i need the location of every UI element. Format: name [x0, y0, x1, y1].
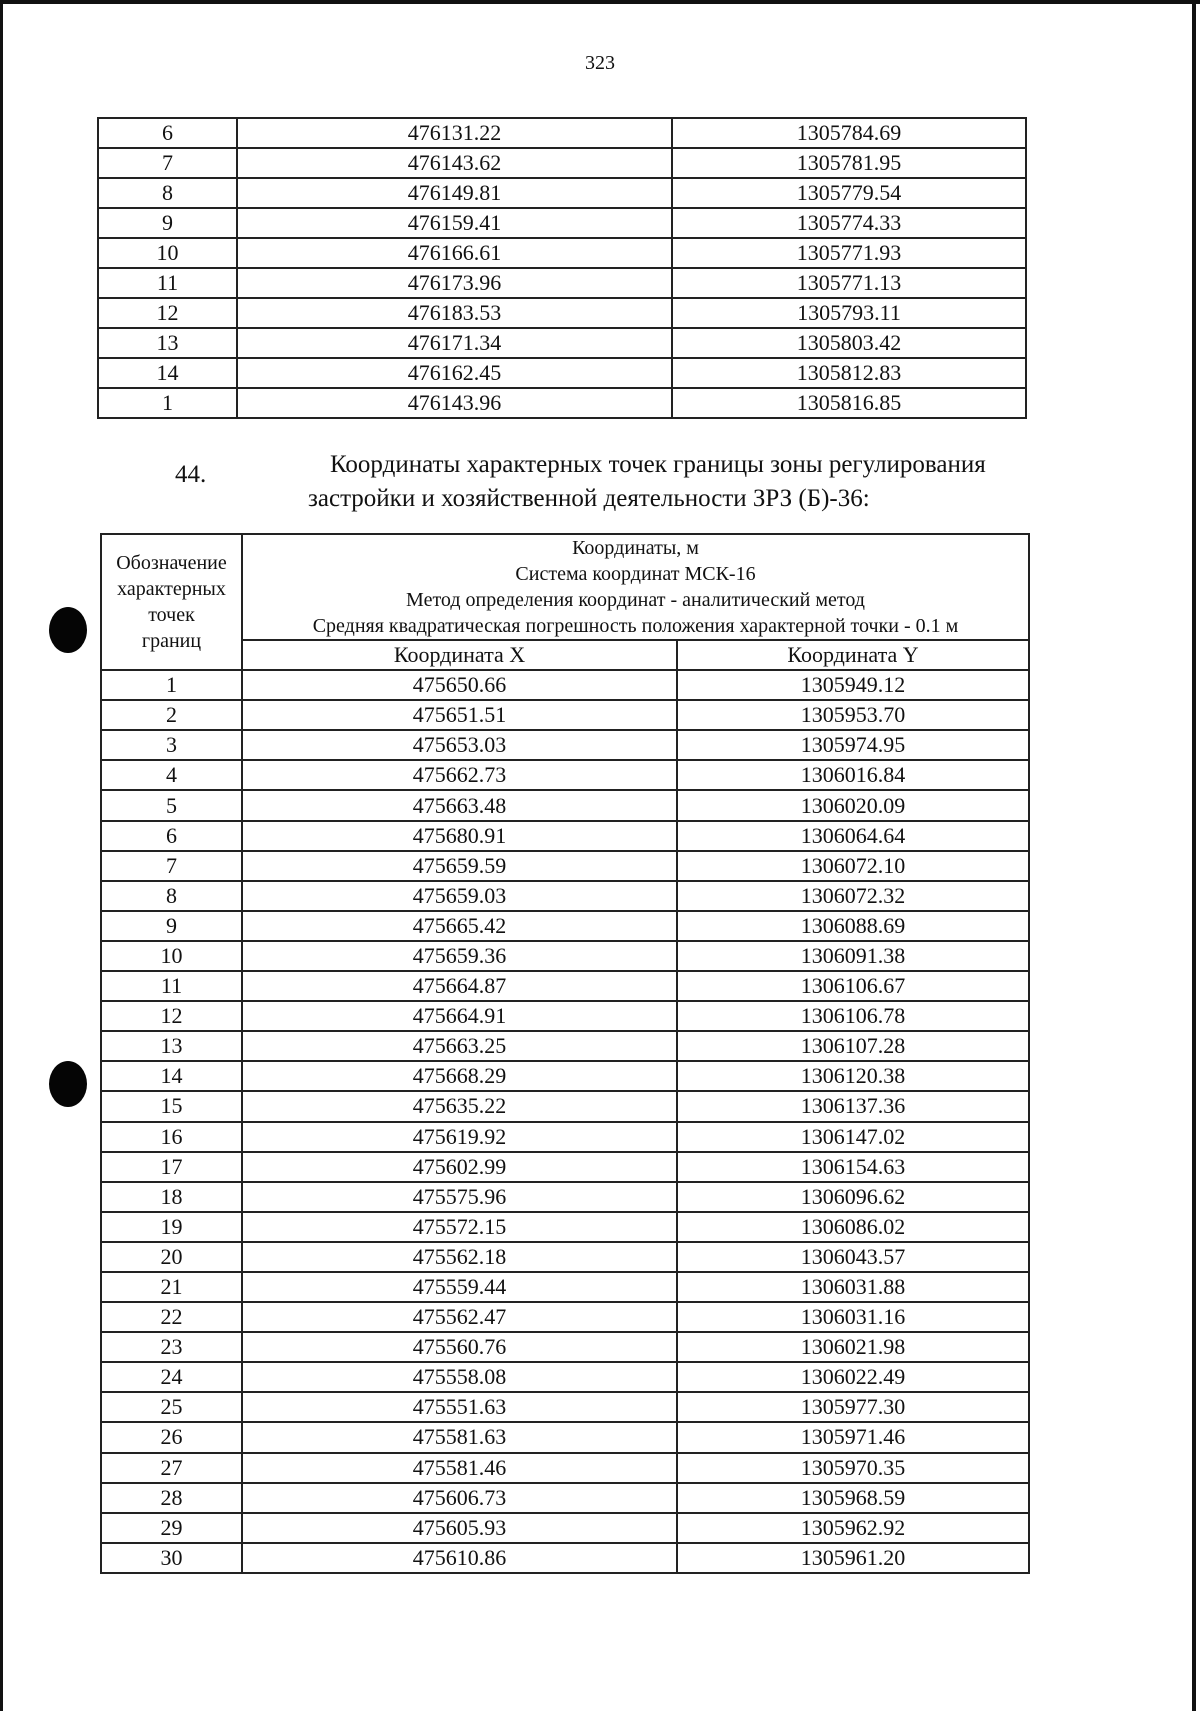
cell-coordinate-x: 475572.15	[242, 1212, 677, 1242]
table-row	[101, 1362, 1029, 1392]
cell-point-number: 29	[101, 1513, 242, 1543]
table-row	[101, 1061, 1029, 1091]
cell-coordinate-y: 1306120.38	[677, 1061, 1029, 1091]
table-row	[101, 821, 1029, 851]
cell-point-number: 17	[101, 1152, 242, 1182]
cell-coordinate-x: 475665.42	[242, 911, 677, 941]
cell-coordinate-y: 1306031.16	[677, 1302, 1029, 1332]
cell-point-number: 13	[98, 328, 237, 358]
cell-coordinate-x: 475664.91	[242, 1001, 677, 1031]
cell-coordinate-y: 1306021.98	[677, 1332, 1029, 1362]
cell-point-number: 3	[101, 730, 242, 760]
cell-coordinate-y: 1305974.95	[677, 730, 1029, 760]
header-right-line: Метод определения координат - аналитический метод	[406, 589, 865, 611]
cell-coordinate-x: 475663.25	[242, 1031, 677, 1061]
cell-coordinate-x: 475662.73	[242, 760, 677, 790]
cell-point-number: 8	[98, 178, 237, 208]
table-row	[101, 1212, 1029, 1242]
cell-coordinate-x: 475664.87	[242, 971, 677, 1001]
table-row	[98, 328, 1026, 358]
cell-point-number: 12	[98, 298, 237, 328]
cell-coordinate-y: 1305971.46	[677, 1422, 1029, 1452]
table-row	[101, 1272, 1029, 1302]
cell-coordinate-x: 475559.44	[242, 1272, 677, 1302]
cell-coordinate-x: 475651.51	[242, 700, 677, 730]
cell-coordinate-y: 1306020.09	[677, 790, 1029, 820]
header-left-line: характерных	[117, 578, 226, 601]
table-row	[98, 178, 1026, 208]
binder-hole-upper	[49, 607, 87, 653]
cell-coordinate-y: 1306106.67	[677, 971, 1029, 1001]
table-row	[98, 238, 1026, 268]
cell-coordinate-y: 1306043.57	[677, 1242, 1029, 1272]
table-row	[101, 1091, 1029, 1121]
cell-coordinate-y: 1305962.92	[677, 1513, 1029, 1543]
table-row	[98, 118, 1026, 148]
cell-point-number: 25	[101, 1392, 242, 1422]
cell-point-number: 23	[101, 1332, 242, 1362]
cell-coordinate-y: 1306072.32	[677, 881, 1029, 911]
cell-coordinate-y: 1306064.64	[677, 821, 1029, 851]
cell-point-number: 12	[101, 1001, 242, 1031]
cell-coordinate-y: 1306096.62	[677, 1182, 1029, 1212]
cell-point-number: 27	[101, 1453, 242, 1483]
header-coordinate-x: Координата X	[242, 640, 677, 670]
header-point-designation	[101, 534, 242, 670]
cell-coordinate-y: 1305961.20	[677, 1543, 1029, 1573]
section-title-line-1: Координаты характерных точек границы зоны регулирования	[330, 451, 986, 478]
cell-point-number: 26	[101, 1422, 242, 1452]
cell-coordinate-y: 1305949.12	[677, 670, 1029, 700]
cell-coordinate-y: 1305779.54	[672, 178, 1026, 208]
cell-point-number: 5	[101, 790, 242, 820]
cell-coordinate-x: 475680.91	[242, 821, 677, 851]
cell-coordinate-y: 1305774.33	[672, 208, 1026, 238]
cell-coordinate-x: 476166.61	[237, 238, 672, 268]
cell-point-number: 6	[98, 118, 237, 148]
header-right-line: Средняя квадратическая погрешность положения характерной точки - 0.1 м	[312, 615, 959, 637]
cell-coordinate-x: 475560.76	[242, 1332, 677, 1362]
cell-point-number: 21	[101, 1272, 242, 1302]
cell-coordinate-y: 1305771.93	[672, 238, 1026, 268]
table-row	[101, 1001, 1029, 1031]
table-row	[98, 208, 1026, 238]
cell-point-number: 14	[98, 358, 237, 388]
table-header-row	[101, 534, 1029, 640]
cell-coordinate-x: 476171.34	[237, 328, 672, 358]
cell-point-number: 11	[98, 268, 237, 298]
scan-border-left	[0, 0, 3, 1711]
cell-coordinate-y: 1305812.83	[672, 358, 1026, 388]
cell-coordinate-x: 475558.08	[242, 1362, 677, 1392]
cell-coordinate-x: 476143.62	[237, 148, 672, 178]
cell-coordinate-y: 1306154.63	[677, 1152, 1029, 1182]
table-row	[101, 971, 1029, 1001]
cell-coordinate-x: 475562.18	[242, 1242, 677, 1272]
cell-coordinate-y: 1305803.42	[672, 328, 1026, 358]
cell-point-number: 7	[101, 851, 242, 881]
cell-point-number: 11	[101, 971, 242, 1001]
header-left-line: границ	[141, 630, 202, 653]
cell-coordinate-x: 475575.96	[242, 1182, 677, 1212]
cell-coordinate-x: 475653.03	[242, 730, 677, 760]
table-row	[101, 790, 1029, 820]
cell-coordinate-y: 1305784.69	[672, 118, 1026, 148]
cell-coordinate-y: 1305771.13	[672, 268, 1026, 298]
cell-coordinate-x: 475562.47	[242, 1302, 677, 1332]
cell-point-number: 1	[98, 388, 237, 418]
table-row	[101, 1031, 1029, 1061]
cell-coordinate-x: 475551.63	[242, 1392, 677, 1422]
cell-point-number: 8	[101, 881, 242, 911]
cell-coordinate-x: 475619.92	[242, 1122, 677, 1152]
cell-coordinate-y: 1305968.59	[677, 1483, 1029, 1513]
cell-coordinate-x: 476131.22	[237, 118, 672, 148]
coordinates-table-continuation	[97, 117, 1027, 419]
table-row	[101, 730, 1029, 760]
section-title-line-2: застройки и хозяйственной деятельности ЗРЗ (Б)-36:	[308, 485, 870, 512]
cell-coordinate-y: 1306147.02	[677, 1122, 1029, 1152]
cell-point-number: 19	[101, 1212, 242, 1242]
table-row	[101, 1242, 1029, 1272]
cell-coordinate-x: 475668.29	[242, 1061, 677, 1091]
cell-coordinate-y: 1305977.30	[677, 1392, 1029, 1422]
table-row	[101, 1332, 1029, 1362]
cell-point-number: 20	[101, 1242, 242, 1272]
cell-coordinate-x: 475581.63	[242, 1422, 677, 1452]
cell-coordinate-y: 1306072.10	[677, 851, 1029, 881]
cell-point-number: 18	[101, 1182, 242, 1212]
cell-coordinate-y: 1305781.95	[672, 148, 1026, 178]
table-row	[101, 1543, 1029, 1573]
header-right-line: Координаты, м	[572, 537, 699, 559]
table-row	[98, 358, 1026, 388]
binder-hole-lower	[49, 1061, 87, 1107]
header-coordinate-y: Координата Y	[677, 640, 1029, 670]
table-row	[98, 268, 1026, 298]
cell-coordinate-x: 476173.96	[237, 268, 672, 298]
scan-border-right	[1192, 0, 1196, 1711]
cell-point-number: 13	[101, 1031, 242, 1061]
cell-coordinate-y: 1305970.35	[677, 1453, 1029, 1483]
cell-point-number: 15	[101, 1091, 242, 1121]
cell-point-number: 10	[101, 941, 242, 971]
cell-coordinate-x: 475663.48	[242, 790, 677, 820]
cell-point-number: 6	[101, 821, 242, 851]
table-row	[101, 1152, 1029, 1182]
table-row	[101, 881, 1029, 911]
table-row	[101, 1453, 1029, 1483]
table-row	[101, 1513, 1029, 1543]
cell-coordinate-x: 475659.03	[242, 881, 677, 911]
header-left-line: точек	[148, 604, 195, 627]
cell-point-number: 9	[101, 911, 242, 941]
cell-point-number: 4	[101, 760, 242, 790]
cell-point-number: 16	[101, 1122, 242, 1152]
cell-coordinate-x: 475606.73	[242, 1483, 677, 1513]
cell-coordinate-y: 1306106.78	[677, 1001, 1029, 1031]
cell-point-number: 2	[101, 700, 242, 730]
cell-coordinate-y: 1306107.28	[677, 1031, 1029, 1061]
cell-point-number: 24	[101, 1362, 242, 1392]
cell-coordinate-x: 475610.86	[242, 1543, 677, 1573]
table-row	[101, 1392, 1029, 1422]
cell-coordinate-y: 1306016.84	[677, 760, 1029, 790]
table-row	[101, 851, 1029, 881]
cell-coordinate-y: 1306088.69	[677, 911, 1029, 941]
cell-point-number: 22	[101, 1302, 242, 1332]
cell-coordinate-x: 476143.96	[237, 388, 672, 418]
table-row	[101, 1122, 1029, 1152]
table-row	[101, 700, 1029, 730]
table-row	[98, 298, 1026, 328]
cell-coordinate-x: 475581.46	[242, 1453, 677, 1483]
cell-coordinate-x: 476162.45	[237, 358, 672, 388]
table-row	[101, 670, 1029, 700]
cell-coordinate-x: 475635.22	[242, 1091, 677, 1121]
cell-coordinate-y: 1306137.36	[677, 1091, 1029, 1121]
cell-coordinate-x: 476159.41	[237, 208, 672, 238]
header-coordinates-info	[242, 534, 1029, 640]
cell-coordinate-y: 1305816.85	[672, 388, 1026, 418]
table-row	[101, 760, 1029, 790]
cell-point-number: 7	[98, 148, 237, 178]
table-row	[101, 941, 1029, 971]
cell-coordinate-x: 475602.99	[242, 1152, 677, 1182]
cell-coordinate-y: 1306031.88	[677, 1272, 1029, 1302]
section-number: 44.	[175, 461, 207, 488]
cell-coordinate-y: 1306091.38	[677, 941, 1029, 971]
cell-point-number: 1	[101, 670, 242, 700]
header-left-line: Обозначение	[116, 552, 227, 575]
cell-coordinate-x: 475659.59	[242, 851, 677, 881]
cell-coordinate-x: 475650.66	[242, 670, 677, 700]
table-row	[101, 1483, 1029, 1513]
cell-point-number: 9	[98, 208, 237, 238]
table-row	[101, 1422, 1029, 1452]
cell-coordinate-y: 1306022.49	[677, 1362, 1029, 1392]
scan-border-top	[0, 0, 1200, 4]
table-row	[98, 148, 1026, 178]
coordinates-table	[100, 533, 1030, 1574]
cell-point-number: 28	[101, 1483, 242, 1513]
cell-coordinate-y: 1305953.70	[677, 700, 1029, 730]
cell-coordinate-y: 1305793.11	[672, 298, 1026, 328]
cell-point-number: 14	[101, 1061, 242, 1091]
cell-point-number: 10	[98, 238, 237, 268]
table-row	[101, 1182, 1029, 1212]
table-row	[101, 911, 1029, 941]
table-row	[98, 388, 1026, 418]
cell-coordinate-x: 476149.81	[237, 178, 672, 208]
cell-coordinate-y: 1306086.02	[677, 1212, 1029, 1242]
cell-point-number: 30	[101, 1543, 242, 1573]
table-row	[101, 1302, 1029, 1332]
cell-coordinate-x: 475605.93	[242, 1513, 677, 1543]
cell-coordinate-x: 476183.53	[237, 298, 672, 328]
page-number: 323	[585, 52, 615, 74]
cell-coordinate-x: 475659.36	[242, 941, 677, 971]
header-right-line: Система координат МСК-16	[515, 563, 756, 585]
